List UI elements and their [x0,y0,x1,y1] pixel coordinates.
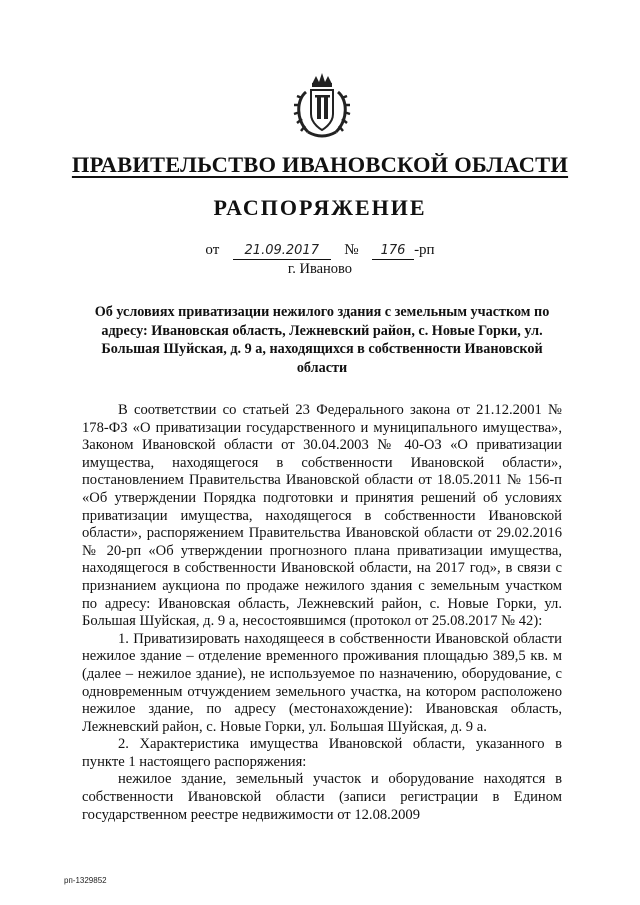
paragraph: В соответствии со статьей 23 Федерального закона от 21.12.2001 № 178-ФЗ «О приватизации государственного и муниципального имущества», Законом Ивановской области от 30.04.2003 № 40-ОЗ «О приватизации имущества, находящегося в собственности Ивановской области», постановлением Правительства Ивановской области от 18.05.2011 № 156-п «Об утверждении Порядка подготовки и принятия решений об условиях приватизации имущества, находящегося в собственности Ивановской области», распоряжением Правительства Ивановской области от 29.02.2016 № 20-рп «Об утверждении прогнозного плана приватизации имущества, находящегося в собственности Ивановской области, на 2017 год», в связи с признанием аукциона по продаже нежилого здания с земельным участком по адресу: Ивановская область, Лежневский район, с. Новые Горки, ул. Большая Шуйская, д. 9 а, несостоявшимся (протокол от 25.08.2017 № 42): [82,402,562,630]
paragraph: 2. Характеристика имущества Ивановской области, указанного в пункте 1 настоящего распоряжения: [82,736,562,770]
document-type: РАСПОРЯЖЕНИЕ [213,195,427,220]
document-subject: Об условиях приватизации нежилого здания с земельным участком по адресу: Ивановская область, Лежневский район, с. Новые Горки, ул. Большая Шуйская, д. 9 а, находящихся в собственности Ивановской области [94,304,550,376]
government-title: ПРАВИТЕЛЬСТВО ИВАНОВСКОЙ ОБЛАСТИ [71,152,569,177]
paragraph: 1. Приватизировать находящееся в собственности Ивановской области нежилое здание – отделение временного проживания площадью 389,5 кв. м (далее – нежилое здание), не используемое по назначению, оборудование, с одновременным отчуждением земельного участка, на котором расположено нежилое здание, по адресу (местонахождение): Ивановская область, Лежневский район, с. Новые Горки, ул. Большая Шуйская, д. 9 а. [82,630,562,735]
footer-code: рп-1329852 [64,876,107,885]
coat-of-arms-icon [290,70,354,142]
number-suffix: -рп [414,242,435,258]
date-value: 21.09.2017 [233,243,331,260]
date-number-line [0,242,640,260]
number-prefix: № [344,242,359,258]
paragraph: нежилое здание, земельный участок и оборудование находятся в собственности Ивановской области (записи регистрации в Едином государственном реестре недвижимости от 12.08.2009 [82,771,562,823]
document-body [82,402,562,824]
city: г. Иваново [287,261,353,277]
number-value: 176 [372,243,414,260]
date-prefix: от [205,242,220,258]
